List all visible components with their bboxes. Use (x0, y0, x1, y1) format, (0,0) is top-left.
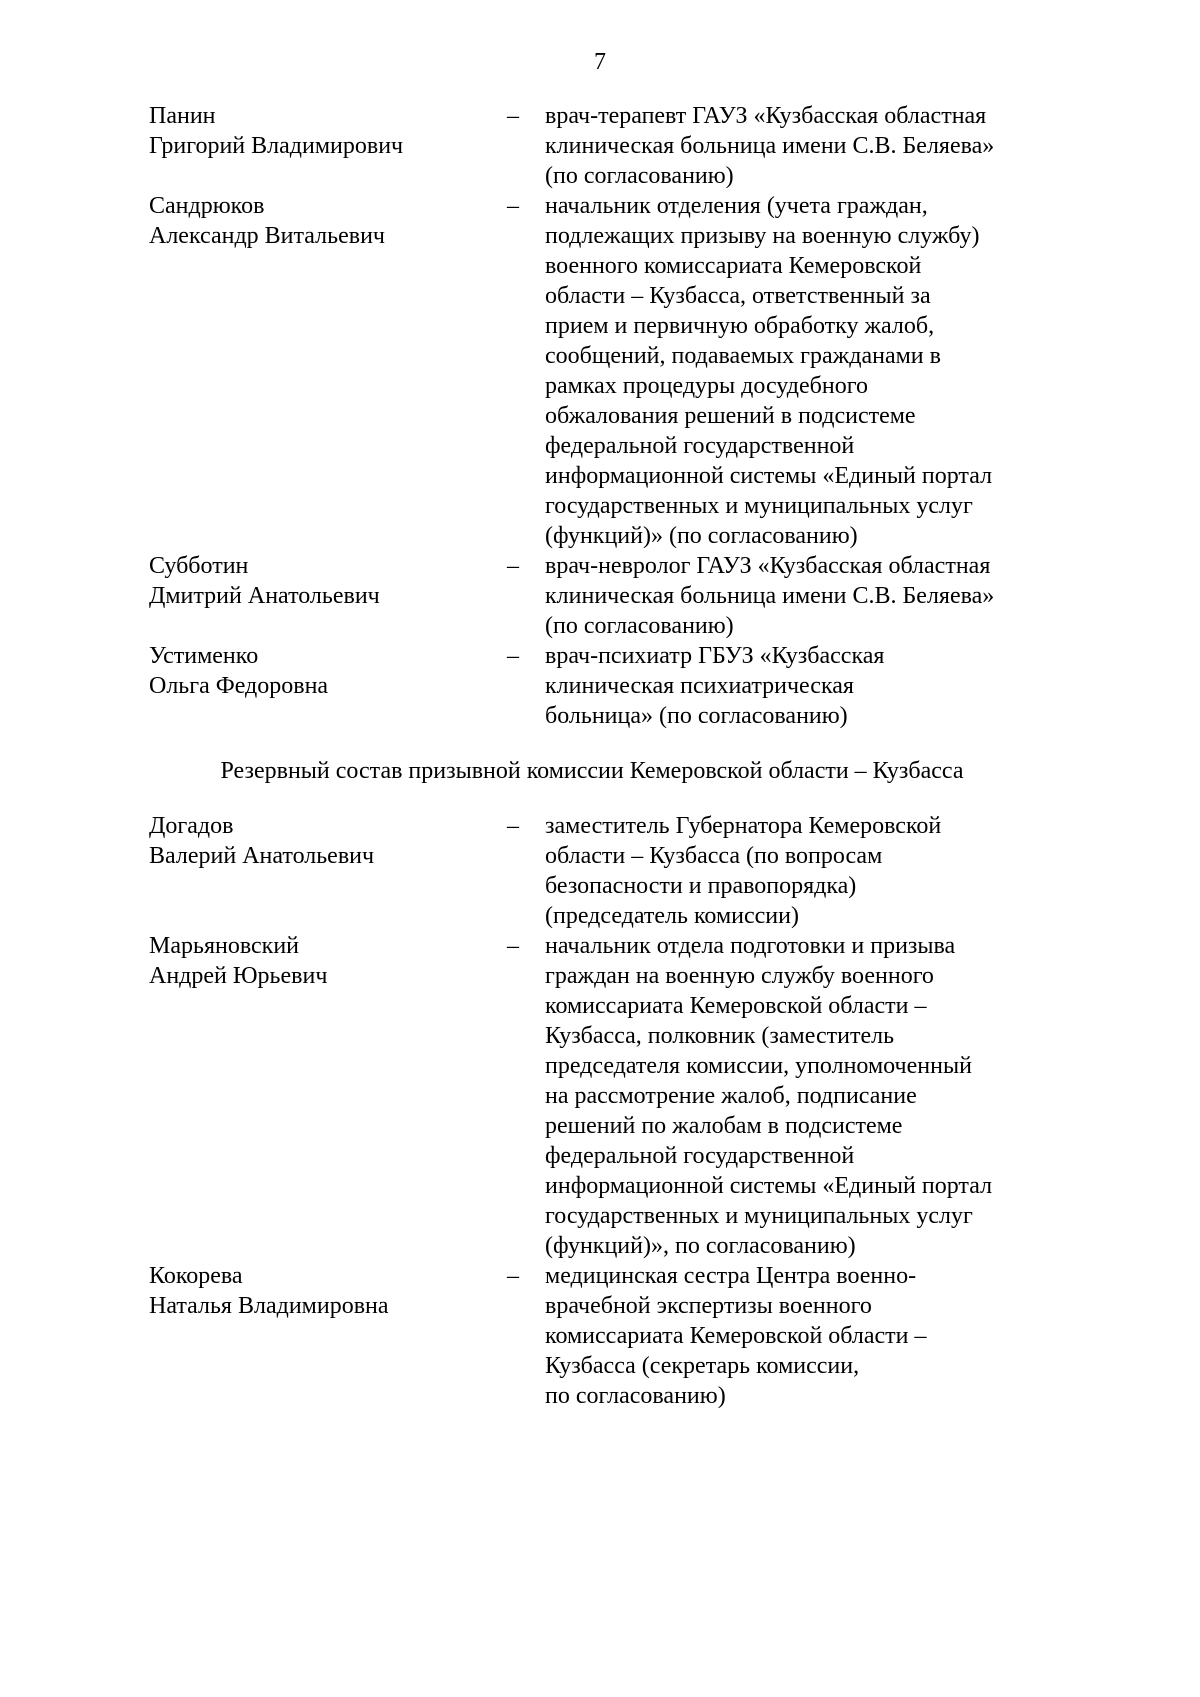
separator-dash: – (507, 643, 519, 669)
member-entry (149, 1261, 1049, 1411)
separator-dash: – (507, 1263, 519, 1289)
reserve-members-list (149, 811, 1049, 1411)
member-name: Догадов Валерий Анатольевич (149, 813, 375, 869)
member-name: Панин Григорий Владимирович (149, 103, 404, 159)
member-entry (149, 641, 1049, 731)
member-role: врач-терапевт ГАУЗ «Кузбасская областная клиническая больница имени С.В. Беляева» (по согласованию) (545, 103, 995, 189)
separator-dash: – (507, 933, 519, 959)
member-role: медицинская сестра Центра военно- врачебной экспертизы военного комиссариата Кемеровской области – Кузбасса (секретарь комиссии, по согласованию) (545, 1263, 927, 1409)
member-entry (149, 101, 1049, 191)
member-entry (149, 191, 1049, 551)
member-role: начальник отделения (учета граждан, подлежащих призыву на военную службу) военного комиссариата Кемеровской области – Кузбасса, ответственный за прием и первичную обработку жалоб, сообщений, подаваемых гражданами в рамках процедуры досудебного обжалования решений в подсистеме федеральной государственной информационной системы «Единый портал государственных и муниципальных услуг (функций)» (по согласованию) (545, 193, 993, 549)
member-entry (149, 931, 1049, 1261)
separator-dash: – (507, 813, 519, 839)
separator-dash: – (507, 193, 519, 219)
member-name: Кокорева Наталья Владимировна (149, 1263, 389, 1319)
member-role: врач-невролог ГАУЗ «Кузбасская областная клиническая больница имени С.В. Беляева» (по согласованию) (545, 553, 995, 639)
member-name: Марьяновский Андрей Юрьевич (149, 933, 328, 989)
member-name: Субботин Дмитрий Анатольевич (149, 553, 380, 609)
member-name: Устименко Ольга Федоровна (149, 643, 329, 699)
member-role: заместитель Губернатора Кемеровской области – Кузбасса (по вопросам безопасности и правопорядка) (председатель комиссии) (545, 813, 942, 929)
member-role: начальник отдела подготовки и призыва граждан на военную службу военного комиссариата Кемеровской области – Кузбасса, полковник (заместитель председателя комиссии, уполномоченный на рассмотрение жалоб, подписание решений по жалобам в подсистеме федеральной государственной информационной системы «Единый портал государственных и муниципальных услуг (функций)», по согласованию) (545, 933, 993, 1259)
separator-dash: – (507, 553, 519, 579)
member-name: Сандрюков Александр Витальевич (149, 193, 385, 249)
page-number: 7 (594, 49, 606, 75)
main-members-list (149, 101, 1049, 731)
separator-dash: – (507, 103, 519, 129)
member-entry (149, 811, 1049, 931)
reserve-section-title: Резервный состав призывной комиссии Кемеровской области – Кузбасса (220, 758, 964, 784)
member-role: врач-психиатр ГБУЗ «Кузбасская клиническая психиатрическая больница» (по согласованию) (545, 643, 885, 729)
member-entry (149, 551, 1049, 641)
